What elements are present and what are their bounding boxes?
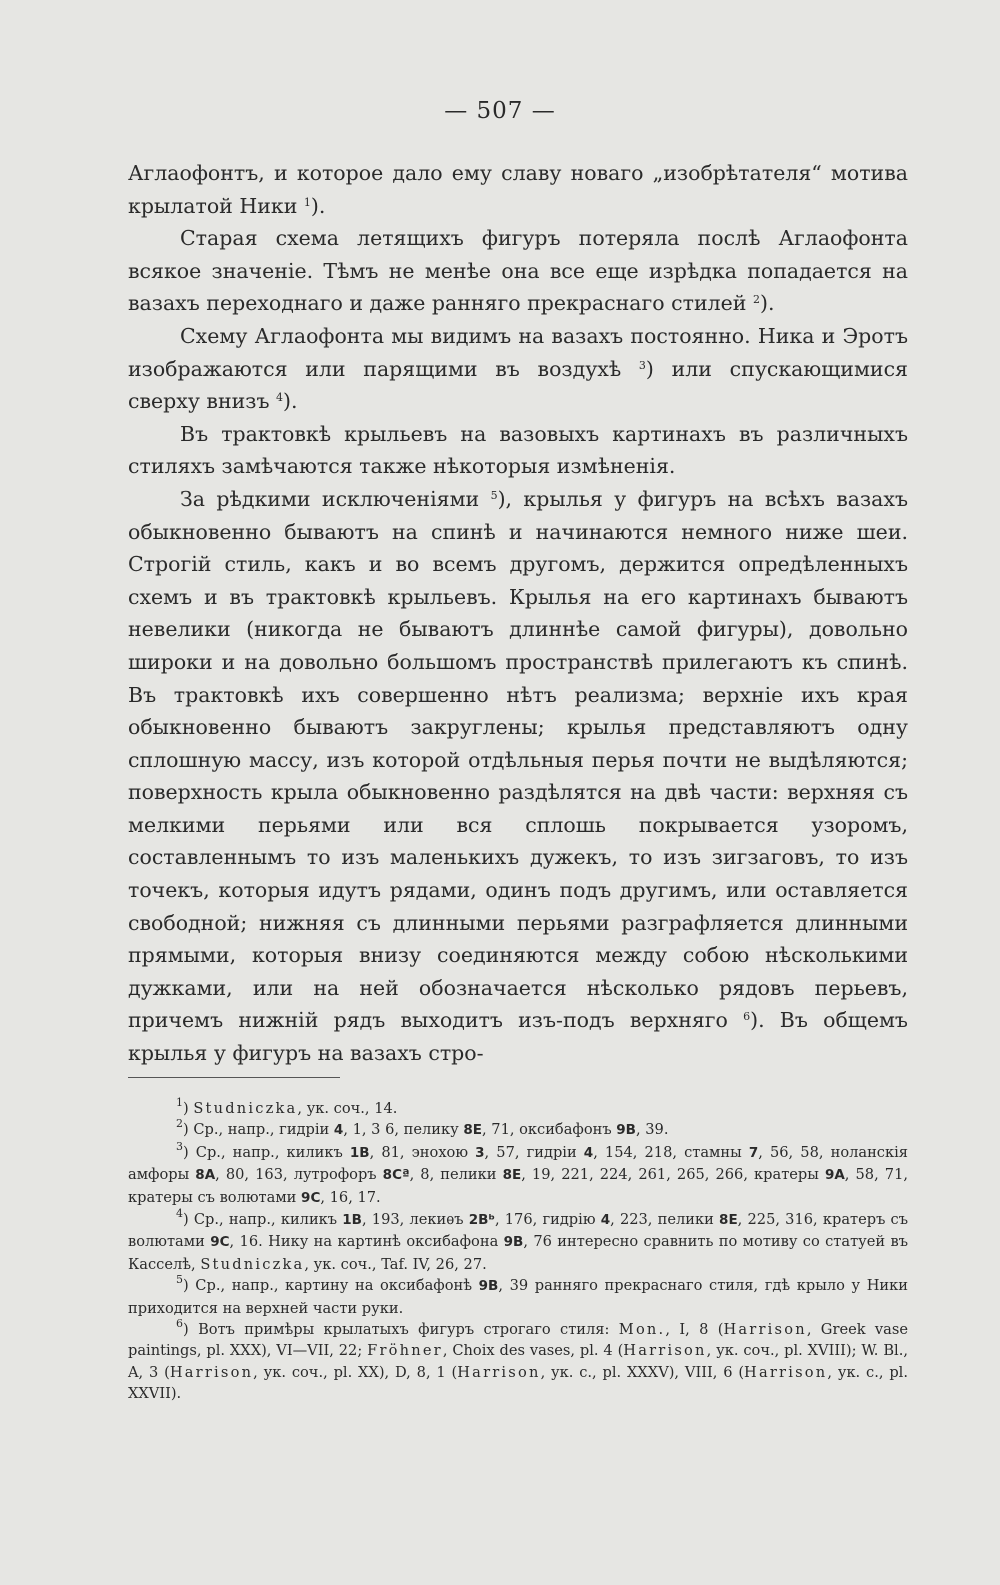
paragraph-2: Старая схема летящихъ фигуръ потеряла послѣ Аглаофонта всякое значеніе. Тѣмъ не менѣе она все еще изрѣдка попадается на вазахъ переходнаго и даже ранняго прекраснаго стилей $^2$).: [128, 226, 908, 316]
footnote-ref[interactable]: 4: [276, 391, 284, 405]
footnote-1: $^1$) Studniczka, ук. соч., 14.: [176, 1096, 398, 1117]
paragraph-3: Схему Аглаофонта мы видимъ на вазахъ постоянно. Ника и Эротъ изображаются или парящими въ воздухѣ $^3$) или спускающимися сверху внизъ $^4$).: [128, 323, 908, 414]
footnote-3: $^3$) Ср., напр., киликъ 1B, 81, энохою 3, 57, гидріи 4, 154, 218, стамны 7, 56, 58, ноланскія амфоры 8A, 80, 163, лутрофоръ 8Cª, 8, пелики 8E, 19, 221, 224, 261, 265, 266, кратеры 9A, 58, 71, кратеры съ волютами 9C, 16, 17.: [128, 1139, 908, 1206]
footnote-ref[interactable]: 2: [752, 293, 760, 307]
footnote-ref[interactable]: 1: [303, 195, 311, 209]
footnote-4: $^4$) Ср., напр., киликъ 1B, 193, лекиѳъ 2Bᵇ, 176, гидрію 4, 223, пелики 8E, 225, 316, кратеръ съ волютами 9C, 16. Нику на картинѣ оксибафона 9B, 76 интересно сравнить по мотиву со статуей въ Касселѣ, Studniczka, ук. соч., Taf. IV, 26, 27.: [128, 1207, 909, 1273]
footnote-6: $^6$) Вотъ примѣры крылатыхъ фигуръ строгаго стиля: Mon., I, 8 (Harrison, Greek vase paintings, pl. XXX), VI—VII, 22; Fröhner, Choix des vases, pl. 4 (Harrison, ук. соч., pl. XVIII); W. Bl., A, 3 (Harrison, ук. соч., pl. XX), D, 8, 1 (Harrison, ук. с., pl. XXXV), VIII, 6 (Harrison, ук. с., pl. XXVII).: [128, 1317, 908, 1403]
page-number: — 507 —: [444, 98, 556, 124]
footnote-5: $^5$) Ср., напр., картину на оксибафонѣ 9B, 39 ранняго прекраснаго стиля, гдѣ крыло у Ники приходится на верхней части руки.: [128, 1273, 908, 1317]
footnote-ref[interactable]: 6: [743, 1010, 751, 1024]
footnote-ref[interactable]: 5: [490, 488, 498, 502]
paragraph-1: Аглаофонтъ, и которое дало ему славу новаго „изобрѣтателя“ мотива крылатой Ники $^1$).: [128, 161, 908, 218]
footnotes: [128, 1098, 908, 1405]
paragraph-5: За рѣдкими исключеніями $^5$), крылья у фигуръ на всѣхъ вазахъ обыкновенно бываютъ на спинѣ и начинаются немного ниже шеи. Строгій стиль, какъ и во всемъ другомъ, держится опредѣленныхъ схемъ и въ трактовкѣ крыльевъ. Крылья на его картинахъ бываютъ невелики (никогда не бываютъ длиннѣе самой фигуры), довольно широки и на довольно большомъ пространствѣ прилегаютъ къ спинѣ. Въ трактовкѣ ихъ совершенно нѣтъ реализма; верхніе ихъ края обыкновенно бываютъ закруглены; крылья представляютъ одну сплошную массу, изъ которой отдѣльныя перья почти не выдѣляются; поверхность крыла обыкновенно раздѣлятся на двѣ части: верхняя съ мелкими перьями или вся сплошь покрывается узоромъ, составленнымъ то изъ маленькихъ дужекъ, то изъ зигзаговъ, то изъ точекъ, которыя идутъ рядами, одинъ подъ другимъ, или оставляется свободной; нижняя съ длинными перьями разграфляется длинными прямыми, которыя внизу соединяются между собою нѣсколькими дужками, или на ней обозначается нѣсколько рядовъ перьевъ, причемъ нижній рядъ выходитъ изъ-подъ верхняго $^6$). Въ общемъ крылья у фигуръ на вазахъ стро-: [128, 486, 908, 1066]
footnote-ref[interactable]: 3: [638, 358, 646, 372]
footnote-2: $^2$) Ср., напр., гидріи 4, 1, 3 6, пелику 8E, 71, оксибафонъ 9B, 39.: [176, 1117, 669, 1139]
main-text: [128, 157, 908, 1070]
footnote-divider: [128, 1077, 340, 1078]
paragraph-4: Въ трактовкѣ крыльевъ на вазовыхъ картинахъ въ различныхъ стиляхъ замѣчаются также нѣкоторыя измѣненія.: [128, 421, 908, 479]
